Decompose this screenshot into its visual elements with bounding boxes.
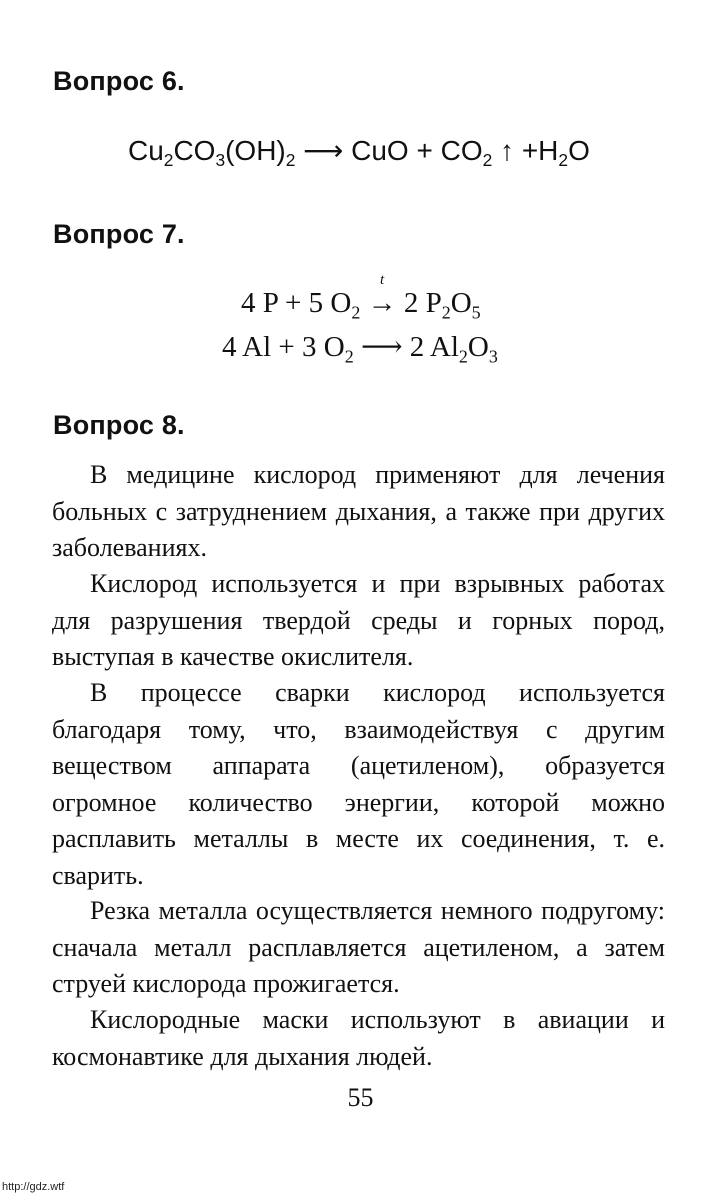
- paragraph-medicine: В медицине кислород применяют для лечения больных с затруднением дыхания, а также при других заболеваниях.: [52, 460, 665, 562]
- page-number: 55: [347, 1083, 374, 1112]
- reaction-arrow: ⟶: [360, 331, 403, 363]
- paragraph-cutting: Резка металла осуществляется немного подругому: сначала металл расплавляется ацетиленом, а затем струей кислорода прожигается.: [52, 896, 665, 998]
- equation-q7-aluminium: 4 Al + 3 $O_2$ ⟶ 2 $Al_2O_3$: [222, 331, 498, 367]
- reaction-arrow-heat: t →: [367, 272, 397, 319]
- question-7-heading: Вопрос 7.: [53, 219, 185, 249]
- question-6-heading: Вопрос 6.: [53, 66, 185, 96]
- paragraph-blasting: Кислород используется и при взрывных работах для разрушения твердой среды и горных пород, выступая в качестве окислителя.: [52, 569, 665, 671]
- equation-q7-phosphorus: 4 P + 5 $O_2$ t → 2 $P_2O_5$: [241, 272, 481, 323]
- watermark-link[interactable]: http://gdz.wtf: [2, 1181, 65, 1193]
- question-8-heading: Вопрос 8.: [53, 410, 185, 440]
- paragraph-masks: Кислородные маски используют в авиации и космонавтике для дыхания людей.: [52, 1005, 665, 1071]
- equation-q6: $Cu_2CO_3(OH)_2$ ⟶ CuO + $CO_2$ ↑ $+H_2O$: [128, 135, 590, 171]
- paragraph-welding: В процессе сварки кислород используется благодаря тому, что, взаимодействуя с другим веществом аппарата (ацетиленом), образуется огромное количество энергии, которой можно расплавить металлы в месте их соединения, т. е. сварить.: [52, 678, 665, 890]
- reaction-arrow: ⟶: [303, 135, 344, 166]
